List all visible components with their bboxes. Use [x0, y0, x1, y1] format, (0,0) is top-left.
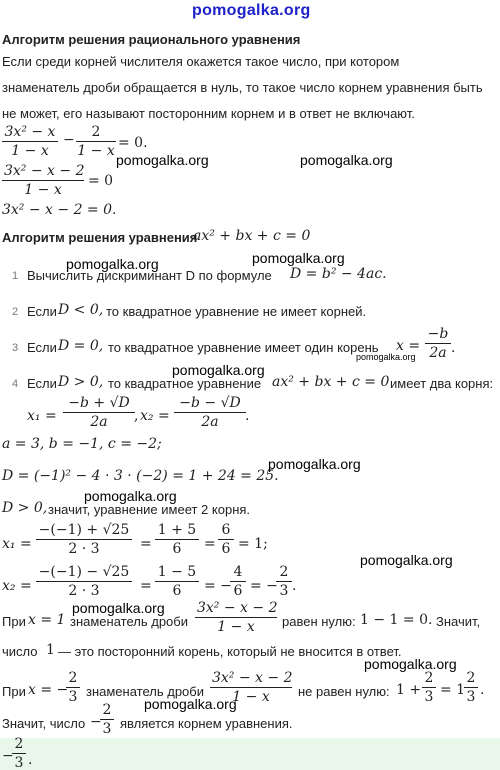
list-item-2-text-b: то квадратное уравнение не имеет корней. [106, 304, 367, 319]
answer-end: . [28, 752, 33, 768]
paragraph-line-2: знаменатель дроби обращается в нуль, то такое число корнем уравнения быть [2, 80, 483, 95]
x2-end: . [292, 578, 297, 594]
x2-fraction-4: $\frac{2}{3}$ [276, 564, 292, 599]
root-x1-lhs: x₁ = [27, 408, 57, 424]
x1-result: = 1; [238, 536, 268, 552]
list-item-number: 4 [12, 378, 19, 390]
list-item-4-formula: ax² + bx + c = 0 [272, 374, 390, 390]
discriminant-calc: D = (−1)² − 4 · 3 · (−2) = 1 + 24 = 25. [2, 468, 279, 484]
list-item-3-root-lhs: x = [396, 338, 421, 354]
check1-text-a: При [2, 614, 26, 629]
watermark: pomogalka.org [172, 362, 265, 378]
x2-fraction-3: $\frac{4}{6}$ [230, 564, 246, 599]
list-item-4-condition: D > 0, [58, 374, 104, 390]
heading-quadratic-formula: ax² + bx + c = 0 [193, 228, 311, 244]
x2-equals-3: = − [250, 578, 278, 594]
check1-text-c: равен нулю: [282, 614, 356, 629]
list-item-3-root-end: . [451, 340, 456, 356]
check1-text-d: Значит, [436, 614, 481, 629]
root-x2-fraction: $\frac{-b - √D}{2a}$ [174, 395, 246, 430]
coefficients: a = 3, b = −1, c = −2; [2, 436, 162, 452]
paragraph-line-1: Если среди корней числителя окажется такое число, при котором [2, 54, 400, 69]
equation-1-fraction-2: $\frac{2}{1 - x}$ [77, 124, 115, 159]
x1-fraction-2: $\frac{1 + 5}{6}$ [155, 522, 199, 557]
x1-equals-2: = [204, 536, 216, 552]
discriminant-conclusion: значит, уравнение имеет 2 корня. [48, 502, 251, 517]
root-x1-fraction: $\frac{-b + √D}{2a}$ [63, 395, 135, 430]
check1-calc: 1 − 1 = 0. [360, 612, 433, 628]
check1-fraction: $\frac{\text{3x² − x − 2}}{1 - x}$ [197, 600, 278, 635]
root-x2-lhs: x₂ = [140, 408, 170, 424]
list-item-1-formula: D = b² − 4ac. [290, 266, 387, 282]
watermark: pomogalka.org [66, 256, 159, 272]
site-brand: pomogalka.org [192, 2, 311, 19]
watermark: pomogalka.org [72, 600, 165, 616]
list-item-3-text-a: Если [27, 340, 57, 355]
discriminant-positive: D > 0, [2, 500, 48, 516]
list-item-2-condition: D < 0, [58, 302, 104, 318]
list-item-number: 2 [12, 306, 19, 318]
answer-box [0, 738, 500, 770]
watermark: pomogalka.org [84, 488, 177, 504]
list-item-number: 3 [12, 342, 19, 354]
equation-1-minus: − [63, 132, 75, 148]
x1-lhs: x₁ = [2, 536, 32, 552]
check2-calc-fraction-1: $\frac{2}{3}$ [422, 670, 436, 705]
root-end: . [245, 408, 250, 424]
paragraph-line-3: не может, его называют посторонним корнем и в ответ не включают. [2, 106, 415, 121]
check2-text-c: не равен нулю: [298, 684, 390, 699]
final-fraction: $\frac{2}{3}$ [100, 702, 114, 737]
equation-1-fraction-1: $\frac{\text{3x² − x}}{1 - x}$ [2, 124, 58, 159]
check1-line2-text-b: — это посторонний корень, который не вносится в ответ. [58, 644, 402, 659]
watermark: pomogalka.org [116, 152, 209, 168]
x1-fraction-1: $\frac{-(-1) + √25}{2 \cdot 3}$ [36, 522, 132, 557]
final-text-a: Значит, число [2, 716, 86, 731]
check2-calc-b: = 1 [440, 682, 466, 698]
list-item-1-text: Вычислить дискриминант D по формуле [27, 268, 272, 283]
check2-value-fraction: $\frac{2}{3}$ [66, 670, 80, 705]
x2-equals-2: = − [204, 578, 232, 594]
watermark: pomogalka.org [360, 552, 453, 568]
list-item-2-text-a: Если [27, 304, 57, 319]
check1-text-b: знаменатель дроби [70, 614, 188, 629]
list-item-3-root-fraction: $\frac{-b}{2a}$ [425, 326, 451, 361]
watermark: pomogalka.org [268, 456, 361, 472]
x1-equals: = [140, 536, 152, 552]
equation-2-rhs: = 0 [88, 173, 114, 189]
list-item-3-text-b: то квадратное уравнение имеет один корень [108, 340, 379, 355]
x2-fraction-1: $\frac{-(-1) - √25}{2 \cdot 3}$ [36, 564, 132, 599]
equation-2-fraction: $\frac{\text{3x² − x − 2}}{1 - x}$ [4, 163, 85, 198]
x2-lhs: x₂ = [2, 578, 32, 594]
heading-quadratic-equation: Алгоритм решения уравнения [2, 230, 198, 245]
root-separator: , [134, 408, 139, 424]
check2-calc-a: 1 + [396, 682, 422, 698]
check1-line2-value: 1 [46, 642, 55, 658]
check1-line2-text-a: число [2, 644, 38, 659]
final-minus: − [90, 714, 102, 730]
list-item-3-condition: D = 0, [58, 338, 104, 354]
equation-3: 3x² − x − 2 = 0. [2, 202, 117, 218]
check2-value: x = − [28, 682, 69, 698]
watermark: pomogalka.org [364, 656, 457, 672]
x1-fraction-3: $\frac{6}{6}$ [218, 522, 234, 557]
x2-equals: = [140, 578, 152, 594]
list-item-4-text-a: Если [27, 376, 57, 391]
list-item-4-text-b: то квадратное уравнение [108, 376, 262, 391]
list-item-number: 1 [12, 270, 19, 282]
check2-text-b: знаменатель дроби [86, 684, 204, 699]
final-text-b: является корнем уравнения. [120, 716, 293, 731]
heading-rational-equation: Алгоритм решения рационального уравнения [2, 32, 301, 47]
check2-fraction: $\frac{\text{3x² − x − 2}}{1 - x}$ [212, 670, 293, 705]
check2-text-a: При [2, 684, 26, 699]
x2-fraction-2: $\frac{1 - 5}{6}$ [155, 564, 199, 599]
check2-end: . [480, 682, 485, 698]
watermark: pomogalka.org [300, 152, 393, 168]
check1-value: x = 1 [28, 612, 66, 628]
watermark-small: pomogalka.org [356, 352, 416, 362]
equation-1-rhs: = 0. [118, 135, 148, 151]
check2-calc-fraction-2: $\frac{2}{3}$ [464, 670, 478, 705]
watermark: pomogalka.org [252, 250, 345, 266]
list-item-4-text-c: имеет два корня: [390, 376, 494, 391]
watermark: pomogalka.org [144, 696, 237, 712]
answer-fraction: $\frac{2}{3}$ [12, 736, 26, 770]
answer-minus: − [2, 748, 14, 764]
